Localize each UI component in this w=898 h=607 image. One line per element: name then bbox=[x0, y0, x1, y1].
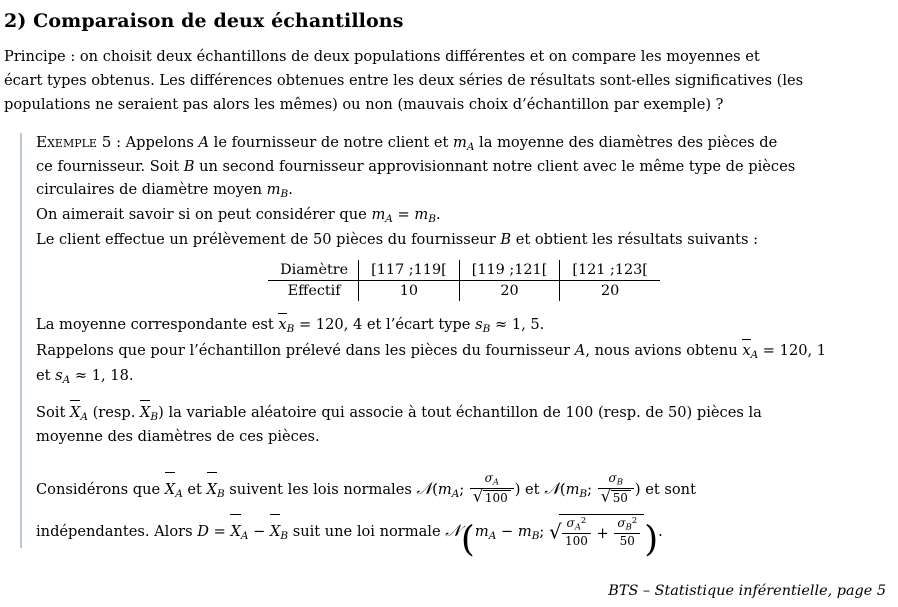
table-row bbox=[268, 260, 660, 281]
example-line-5-text-b: et obtient les résultats suivants : bbox=[511, 230, 759, 248]
page-footer: BTS – Statistique inférentielle, page 5 bbox=[608, 583, 886, 599]
math-mB-3-sub: B bbox=[531, 530, 540, 543]
math-XB-bar-2-sub: B bbox=[216, 488, 225, 501]
semicolon-1: ; bbox=[459, 481, 469, 499]
results-line-2-text-a: Rappelons que pour l’échantillon prélevé dans les pièces du fournisseur bbox=[36, 342, 575, 360]
table-row-header-effectif: Effectif bbox=[268, 281, 359, 302]
fraction-numerator bbox=[614, 516, 640, 534]
law-text-d: et sont bbox=[640, 481, 696, 499]
results-line-2 bbox=[36, 339, 892, 364]
math-normal-symbol-2: 𝒩 bbox=[544, 479, 560, 499]
math-mA-eq-sub: A bbox=[385, 212, 393, 225]
math-mA-eq: m bbox=[371, 205, 386, 223]
math-mB: m bbox=[266, 181, 281, 199]
results-line-3-text-a: et bbox=[36, 366, 56, 384]
table-cell-effectif-1: 10 bbox=[399, 283, 419, 300]
example-line-3 bbox=[36, 179, 892, 203]
fraction-numerator bbox=[562, 516, 591, 534]
radicand-variance-sum bbox=[559, 514, 644, 550]
paren-open-big: ( bbox=[460, 519, 475, 561]
variable-def-line-2: moyenne des diamètres de ces pièces. bbox=[36, 428, 320, 446]
math-mB-eq-sub: B bbox=[428, 212, 436, 225]
example-line-2-text-b: un second fournisseur approvisionnant notre client avec le même type de pièces bbox=[194, 158, 796, 176]
spacer-2 bbox=[36, 449, 892, 465]
math-sigmaA-sub: A bbox=[492, 477, 499, 488]
math-XB-bar-2: X bbox=[207, 472, 217, 506]
example-label: Exemple 5 bbox=[36, 132, 112, 151]
math-sA-sub: A bbox=[62, 373, 71, 386]
results-line-1 bbox=[36, 313, 892, 338]
results-line-1-text-b: et l’écart type bbox=[362, 316, 476, 334]
fraction-denominator bbox=[470, 486, 514, 506]
math-xbar-A-sub: A bbox=[750, 349, 759, 362]
math-xbar-B-value: = 120, 4 bbox=[294, 316, 363, 334]
math-xbar-B: x bbox=[278, 313, 286, 336]
math-sB-value: ≈ 1, 5 bbox=[490, 316, 540, 334]
math-XA-bar-sub: A bbox=[80, 410, 88, 423]
law-line-1 bbox=[36, 471, 892, 507]
math-XB-bar: X bbox=[140, 400, 150, 424]
math-mA-sub: A bbox=[466, 140, 475, 153]
spacer-1 bbox=[36, 390, 892, 400]
math-B-2: B bbox=[500, 230, 512, 248]
results-line-3-text-b: . bbox=[128, 366, 134, 384]
example-line-1-text-c: la moyenne des diamètres des pièces de bbox=[474, 133, 778, 151]
math-normal-symbol-3: 𝒩 bbox=[445, 521, 461, 541]
fraction-denominator: 50 bbox=[619, 533, 635, 548]
data-table-wrapper bbox=[36, 260, 892, 301]
math-A-3: A bbox=[574, 342, 586, 360]
radical-sign: √ bbox=[548, 520, 562, 544]
paren-close-big: ) bbox=[644, 519, 659, 561]
math-mB-2-sub: B bbox=[579, 488, 588, 501]
math-sigmaB-2-sub: B bbox=[625, 522, 632, 533]
table-cell-class-2: [119 ;121[ bbox=[459, 260, 560, 281]
example-line-2-text-a: ce fournisseur. Soit bbox=[36, 158, 184, 176]
results-line-2-text-b: , nous avions obtenu bbox=[585, 342, 743, 360]
radicand-50: 50 bbox=[611, 490, 631, 505]
variable-def-text-a: Soit bbox=[36, 403, 70, 421]
math-minus-mB: − m bbox=[496, 523, 532, 541]
math-sigmaA-2-sup: 2 bbox=[580, 515, 587, 526]
math-sigmaB-2: σ bbox=[617, 516, 626, 531]
example-block bbox=[20, 131, 892, 561]
table-cell-class-1: [117 ;119[ bbox=[359, 260, 460, 281]
math-XB-bar-sub: B bbox=[150, 410, 159, 423]
table-cell-effectif-3: 20 bbox=[560, 281, 660, 302]
radical-sign: √ bbox=[600, 486, 611, 506]
math-XA-bar-2-sub: A bbox=[175, 488, 183, 501]
example-line-1-text-b: le fournisseur de notre client et bbox=[209, 133, 453, 151]
math-XA-bar-2: X bbox=[165, 472, 175, 506]
sqrt-variance-sum bbox=[549, 514, 644, 550]
math-xbar-A: x bbox=[742, 339, 750, 362]
example-line-1-text-a: : Appelons bbox=[111, 133, 199, 151]
math-xbar-B-sub: B bbox=[286, 323, 295, 336]
fraction-denominator bbox=[598, 486, 634, 506]
example-line-5-text-a: Le client effectue un prélèvement de 50 pièces du fournisseur bbox=[36, 230, 501, 248]
math-D: D bbox=[197, 523, 209, 541]
results-line-1-text-c: . bbox=[539, 316, 545, 334]
math-normal-symbol-1: 𝒩 bbox=[416, 479, 433, 499]
math-minus: − bbox=[248, 523, 270, 541]
math-sB: s bbox=[475, 316, 483, 334]
example-line-5 bbox=[36, 229, 892, 251]
example-line-1 bbox=[36, 131, 892, 156]
sqrt-50 bbox=[600, 486, 631, 506]
law2-text-b: suit une loi normale bbox=[288, 523, 446, 541]
semicolon-3: ; bbox=[539, 523, 549, 541]
results-line-1-text-a: La moyenne correspondante est bbox=[36, 316, 279, 334]
example-line-2 bbox=[36, 156, 892, 178]
math-B: B bbox=[183, 158, 195, 176]
math-mA-2-sub: A bbox=[451, 488, 460, 501]
frequency-table bbox=[268, 260, 660, 301]
math-sigmaA: σ bbox=[484, 471, 493, 486]
radicand-100: 100 bbox=[483, 490, 511, 505]
example-line-4-text-a: On aimerait savoir si on peut considérer que bbox=[36, 205, 372, 223]
math-sA-value: ≈ 1, 18 bbox=[70, 366, 129, 384]
radical-sign: √ bbox=[472, 486, 484, 506]
fraction-sigmaB2-50 bbox=[614, 516, 640, 547]
math-mB-sub: B bbox=[280, 188, 289, 201]
math-sigmaA-2-sub: A bbox=[574, 522, 581, 533]
table-cell-class-3: [121 ;123[ bbox=[560, 260, 660, 281]
fraction-sigmaA2-100 bbox=[562, 516, 591, 547]
table-row bbox=[268, 281, 660, 302]
intro-line-1: Principe : on choisit deux échantillons de deux populations différentes et on compare les moyennes et bbox=[4, 48, 760, 65]
example-line-3-text-b: . bbox=[288, 181, 293, 199]
math-sigmaB: σ bbox=[608, 471, 617, 486]
intro-line-2: écart types obtenus. Les différences obtenues entre les deux séries de résultats sont-elles significatives (les bbox=[4, 72, 804, 90]
paren-close-2: ) bbox=[634, 481, 641, 499]
math-mB-2: m bbox=[565, 481, 580, 499]
fraction-sigmaA-sqrt100 bbox=[470, 472, 514, 504]
table-row-header-diametre: Diamètre bbox=[268, 260, 359, 281]
math-XB-bar-3: X bbox=[270, 514, 280, 548]
math-XA-bar-3-sub: A bbox=[240, 530, 249, 543]
law-text-b: suivent les lois normales bbox=[224, 481, 417, 499]
variable-def-text-b: (resp. bbox=[87, 403, 141, 421]
math-plus: + bbox=[591, 525, 614, 543]
intro-paragraph bbox=[4, 46, 892, 117]
math-XA-bar-3: X bbox=[230, 514, 240, 548]
paren-open-2: ( bbox=[559, 481, 566, 499]
math-sB-sub: B bbox=[482, 323, 491, 336]
math-sigmaB-sub: B bbox=[616, 477, 624, 488]
fraction-denominator: 100 bbox=[564, 533, 588, 548]
math-XB-bar-3-sub: B bbox=[280, 530, 289, 543]
math-XA-bar: X bbox=[70, 400, 80, 424]
semicolon-2: ; bbox=[587, 481, 597, 499]
example-line-4 bbox=[36, 204, 892, 228]
law-text-and: et bbox=[182, 481, 207, 499]
law-text-a: Considérons que bbox=[36, 481, 165, 499]
math-equals: = bbox=[208, 523, 231, 541]
intro-line-3: populations ne seraient pas alors les mêmes) ou non (mauvais choix d’échantillon par exemple) ? bbox=[4, 96, 724, 114]
law-text-c: et bbox=[520, 481, 545, 499]
law2-end: . bbox=[658, 523, 663, 541]
example-line-4-text-b: . bbox=[435, 205, 441, 223]
math-sigmaB-2-sup: 2 bbox=[631, 515, 638, 526]
variable-def-text-c: ) la variable aléatoire qui associe à tout échantillon de 100 (resp. de 50) pièces la bbox=[158, 403, 762, 421]
math-mA-2: m bbox=[437, 481, 452, 499]
paren-open-1: ( bbox=[432, 481, 438, 499]
paren-close-1: ) bbox=[514, 481, 521, 499]
law-line-2 bbox=[36, 513, 892, 561]
math-mA-3: m bbox=[474, 523, 489, 541]
example-line-3-text-a: circulaires de diamètre moyen bbox=[36, 181, 267, 199]
math-sA: s bbox=[55, 366, 63, 384]
fraction-sigmaB-sqrt50 bbox=[598, 472, 634, 504]
math-A: A bbox=[198, 133, 210, 151]
results-line-3 bbox=[36, 365, 892, 389]
math-eq-mid: = m bbox=[392, 205, 429, 223]
page-title: 2) Comparaison de deux échantillons bbox=[4, 10, 404, 32]
sqrt-100 bbox=[472, 486, 511, 506]
math-sigmaA-2: σ bbox=[566, 516, 575, 531]
math-mA: m bbox=[452, 133, 467, 151]
math-xbar-A-value: = 120, 1 bbox=[758, 342, 827, 360]
law2-text-a: indépendantes. Alors bbox=[36, 523, 198, 541]
table-cell-effectif-2: 20 bbox=[459, 281, 560, 302]
math-mA-3-sub: A bbox=[488, 530, 497, 543]
variable-def-line-1 bbox=[36, 400, 892, 426]
